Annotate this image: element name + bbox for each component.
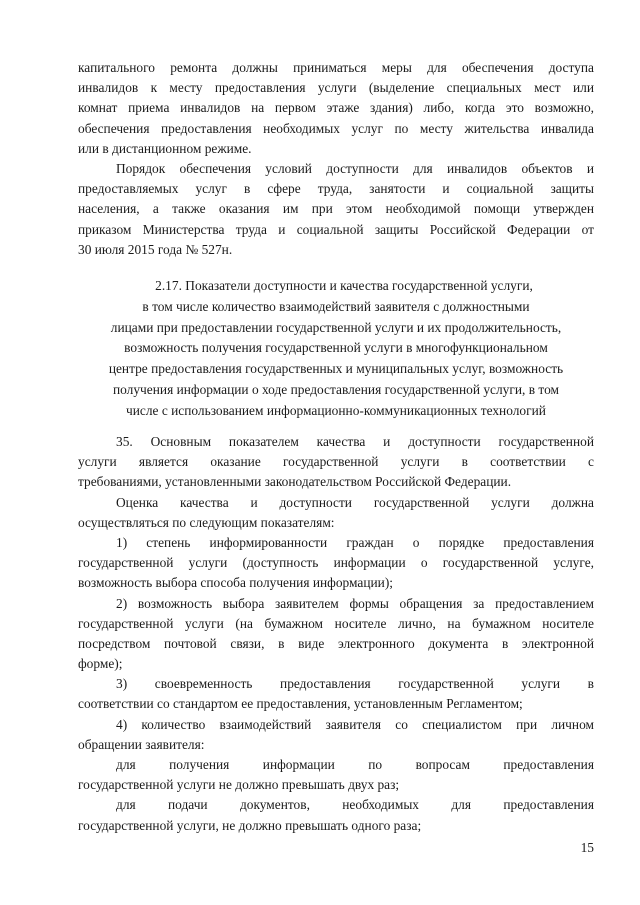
text-line: 3) своевременность предоставления государственной услуги в — [116, 676, 594, 692]
text-line: инвалидов к месту предоставления услуги (выделение специальных мест или — [78, 80, 594, 96]
text-line: обеспечения предоставления необходимых услуг по месту жительства инвалида — [78, 120, 594, 136]
heading-line: 2.17. Показатели доступности и качества государственной услуги, — [155, 278, 533, 293]
section-heading-2-17 — [78, 276, 594, 422]
text-line: соответствии со стандартом ее предоставления, установленным Регламентом; — [78, 696, 523, 712]
heading-line: числе с использованием информационно-коммуникационных технологий — [126, 402, 546, 418]
text-line: 1) степень информированности граждан о порядке предоставления — [116, 534, 594, 550]
heading-line: получения информации о ходе предоставления государственной услуги, в том — [113, 381, 559, 397]
text-line: Оценка качества и доступности государственной услуги должна — [116, 494, 594, 510]
heading-line: лицами при предоставлении государственной услуги и их продолжительность, — [110, 319, 562, 335]
text-line: населения, а также оказания им при этом необходимой помощи утвержден — [78, 201, 594, 217]
text-line: государственной услуги (доступность информации о государственной услуге, — [78, 555, 594, 571]
text-line: предоставляемых услуг в сфере труда, занятости и социальной защиты — [78, 181, 594, 197]
text-line: услуги является оказание государственной услуги в соответствии с — [78, 454, 594, 470]
text-line: государственной услуги не должно превышать двух раз; — [78, 777, 400, 793]
text-line: или в дистанционном режиме. — [78, 140, 252, 156]
text-line: возможность выбора способа получения информации); — [78, 575, 394, 591]
text-block-accessibility — [78, 58, 594, 260]
text-line: комнат приема инвалидов на первом этаже здания) либо, когда это возможно, — [78, 100, 594, 116]
text-line: 35. Основным показателем качества и доступности государственной — [116, 434, 594, 449]
text-line: капитального ремонта должны приниматься меры для обеспечения доступа — [78, 60, 594, 75]
text-line: 2) возможность выбора заявителем формы обращения за предоставлением — [116, 595, 594, 611]
page-number: 15 — [580, 840, 594, 855]
text-line: 30 июля 2015 года № 527н. — [78, 241, 233, 257]
text-line: обращении заявителя: — [78, 736, 205, 752]
text-line: государственной услуги (на бумажном носителе лично, на бумажном носителе — [78, 615, 594, 631]
text-line: форме); — [78, 656, 123, 672]
text-line: посредством почтовой связи, в виде электронного документа в электронной — [78, 635, 594, 651]
text-line: осуществляться по следующим показателям: — [78, 514, 335, 530]
text-line: для подачи документов, необходимых для предоставления — [116, 797, 594, 813]
text-line: требованиями, установленными законодательством Российской Федерации. — [78, 474, 512, 490]
text-line: государственной услуги, не должно превышать одного раза; — [78, 817, 422, 833]
text-line: приказом Министерства труда и социальной защиты Российской Федерации от — [78, 221, 594, 237]
heading-line: в том числе количество взаимодействий заявителя с должностными — [142, 298, 530, 314]
text-line: 4) количество взаимодействий заявителя со специалистом при личном — [116, 716, 594, 732]
heading-line: центре предоставления государственных и муниципальных услуг, возможность — [108, 361, 564, 377]
text-block-quality-indicators — [78, 432, 594, 836]
text-line: для получения информации по вопросам предоставления — [116, 757, 594, 772]
text-line: Порядок обеспечения условий доступности для инвалидов объектов и — [116, 160, 594, 176]
heading-line: возможность получения государственной услуги в многофункциональном — [124, 340, 548, 356]
